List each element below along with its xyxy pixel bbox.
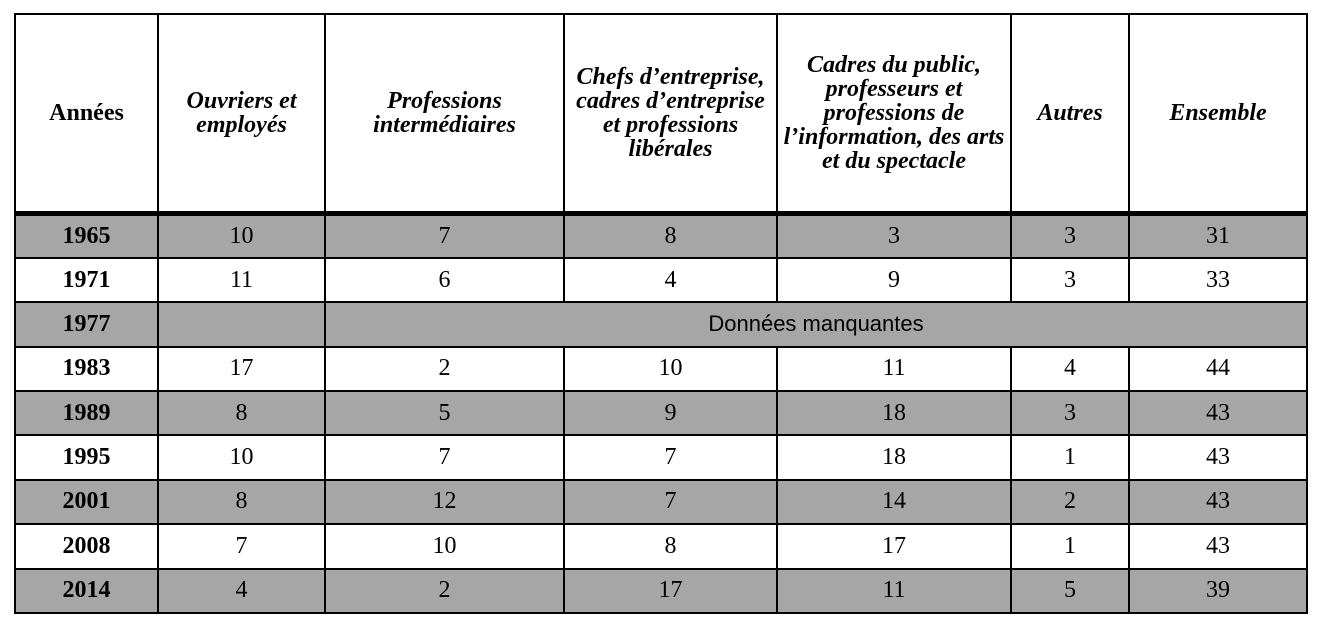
table-cell: 43: [1129, 435, 1307, 479]
data-table: [14, 13, 1308, 614]
header-others: Autres: [1011, 14, 1129, 214]
table-row: [15, 347, 1307, 391]
header-business-executives: Chefs d’entreprise, cadres d’entreprise et professions libérales: [564, 14, 777, 214]
table-cell: 17: [564, 569, 777, 614]
table-cell: 1: [1011, 435, 1129, 479]
table-cell: 12: [325, 480, 564, 524]
year-cell: 1965: [15, 214, 158, 258]
table-cell: 10: [158, 214, 325, 258]
table-cell: 1: [1011, 524, 1129, 568]
table-cell: 43: [1129, 480, 1307, 524]
table-cell: 2: [1011, 480, 1129, 524]
table-cell-empty: [158, 302, 325, 346]
header-years: Années: [15, 14, 158, 214]
missing-data-cell: Données manquantes: [325, 302, 1307, 346]
table-cell: 5: [1011, 569, 1129, 614]
table-cell: 8: [564, 524, 777, 568]
table-row: [15, 569, 1307, 614]
table-cell: 9: [564, 391, 777, 435]
table-cell: 3: [1011, 214, 1129, 258]
table-cell: 5: [325, 391, 564, 435]
header-workers-employees: Ouvriers et employés: [158, 14, 325, 214]
table-cell: 18: [777, 391, 1011, 435]
table-row: [15, 302, 1307, 346]
table-cell: 44: [1129, 347, 1307, 391]
table-cell: 7: [158, 524, 325, 568]
year-cell: 1977: [15, 302, 158, 346]
table-cell: 18: [777, 435, 1011, 479]
table-cell: 11: [777, 569, 1011, 614]
table-cell: 3: [1011, 258, 1129, 302]
table-cell: 8: [158, 480, 325, 524]
table-cell: 43: [1129, 391, 1307, 435]
table-cell: 14: [777, 480, 1011, 524]
table-cell: 4: [1011, 347, 1129, 391]
table-cell: 43: [1129, 524, 1307, 568]
table-cell: 7: [325, 214, 564, 258]
table-cell: 11: [777, 347, 1011, 391]
table-cell: 7: [564, 480, 777, 524]
table-cell: 7: [325, 435, 564, 479]
table-cell: 10: [564, 347, 777, 391]
table-cell: 2: [325, 347, 564, 391]
table-row: [15, 258, 1307, 302]
table-cell: 6: [325, 258, 564, 302]
table-cell: 17: [777, 524, 1011, 568]
header-total: Ensemble: [1129, 14, 1307, 214]
table-cell: 31: [1129, 214, 1307, 258]
table-cell: 7: [564, 435, 777, 479]
year-cell: 1995: [15, 435, 158, 479]
table-row: [15, 524, 1307, 568]
header-intermediate-professions: Professions intermédiaires: [325, 14, 564, 214]
table-cell: 4: [158, 569, 325, 614]
table-cell: 4: [564, 258, 777, 302]
table-cell: 10: [158, 435, 325, 479]
table-row: [15, 480, 1307, 524]
table-cell: 10: [325, 524, 564, 568]
year-cell: 1989: [15, 391, 158, 435]
table-row: [15, 214, 1307, 258]
table-cell: 9: [777, 258, 1011, 302]
year-cell: 1971: [15, 258, 158, 302]
table-cell: 17: [158, 347, 325, 391]
table-cell: 39: [1129, 569, 1307, 614]
table-cell: 3: [777, 214, 1011, 258]
year-cell: 1983: [15, 347, 158, 391]
table-cell: 11: [158, 258, 325, 302]
year-cell: 2008: [15, 524, 158, 568]
table-cell: 3: [1011, 391, 1129, 435]
year-cell: 2014: [15, 569, 158, 614]
table-cell: 8: [158, 391, 325, 435]
year-cell: 2001: [15, 480, 158, 524]
table-row: [15, 391, 1307, 435]
header-row: [15, 14, 1307, 214]
table-row: [15, 435, 1307, 479]
table-cell: 2: [325, 569, 564, 614]
header-public-executives: Cadres du public, professeurs et professions de l’information, des arts et du spectacle: [777, 14, 1011, 214]
table-cell: 33: [1129, 258, 1307, 302]
table-cell: 8: [564, 214, 777, 258]
